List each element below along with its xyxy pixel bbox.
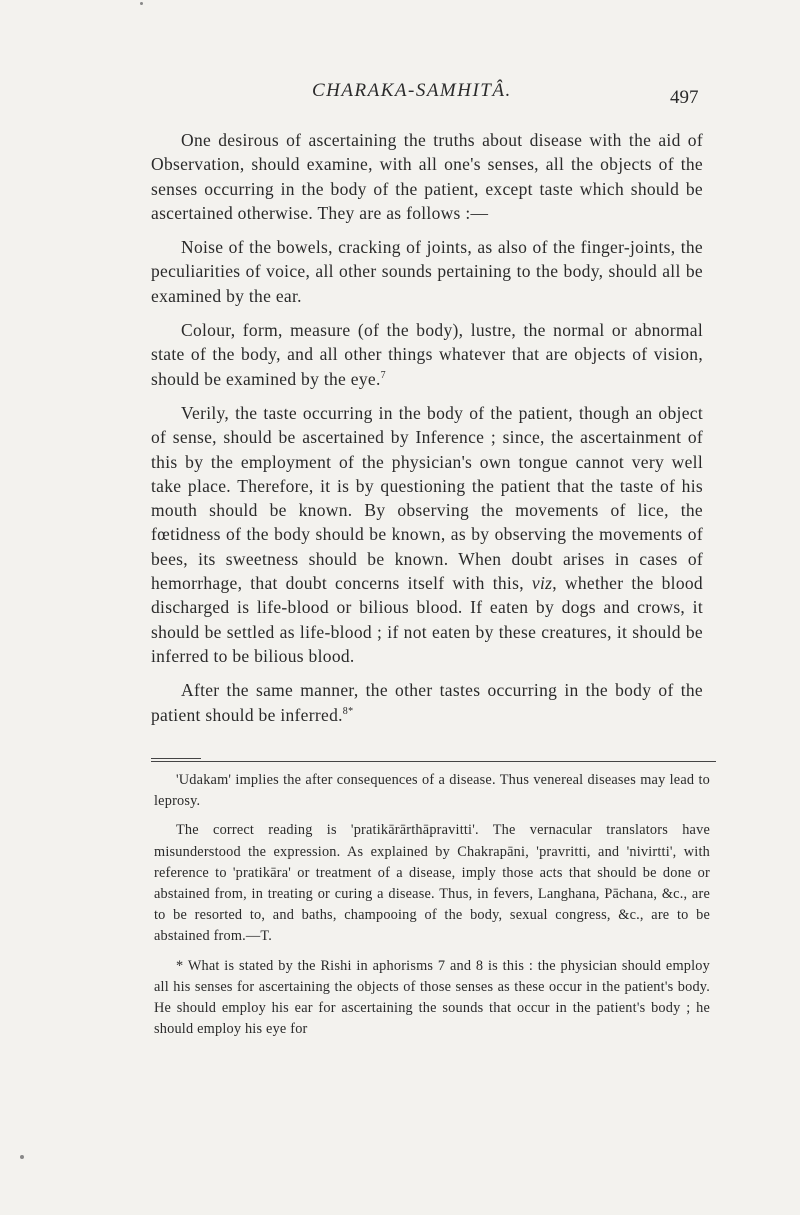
page-number: 497 [670,87,699,108]
paragraph-taste-text-a: Verily, the taste occurring in the body of the patient, though an object of sense, should be ascertained by Inference ; since, the ascertainment of this by the employment of the physician's own tongue cannot very well take place. Therefore, it is by questioning the patient that the taste of his mouth should be known. By observing the movements of lice, the fœtidness of the body should be known, as by observing the movements of bees, its sweetness should be known. When doubt arises in cases of hemorrhage, that doubt concerns itself with this, [151,402,703,594]
running-title: CHARAKA-SAMHITÂ. [312,80,512,101]
paragraph-taste [151,401,703,668]
paragraph-observation: One desirous of ascertaining the truths about disease with the aid of Observation, should examine, with all one's senses, all the objects of the senses occurring in the body of the patient, except taste which should be ascertained otherwise. They are as follows :— [151,130,703,223]
paragraph-eye [151,318,703,391]
main-text [151,128,703,737]
paragraph-inference [151,678,703,727]
viz-term: viz [531,573,553,594]
footnotes [154,770,710,1048]
paragraph-ear: Noise of the bowels, cracking of joints, as also of the finger-joints, the peculiarities of voice, all other sounds pertaining to the body, should all be examined by the ear. [151,237,703,306]
footnote-ref-7: 7 [380,369,386,381]
paragraph-eye-text: Colour, form, measure (of the body), lustre, the normal or abnormal state of the body, and all other things whatever that are objects of vision, should be examined by the eye. [151,320,703,389]
footnote-ref-8: 8* [342,705,354,717]
paragraph-taste-text-b: , whether the blood discharged is life-blood or bilious blood. If eaten by dogs and crows, it should be settled as life-blood ; if not eaten by these creatures, it should be inferred to be bilious blood. [151,573,703,666]
paper-speck [140,2,143,5]
footnote-udakam: 'Udakam' implies the after consequences of a disease. Thus venereal diseases may lead to leprosy. [154,772,710,810]
footnote-aphorisms: * What is stated by the Rishi in aphorisms 7 and 8 is this : the physician should employ all his senses for ascertaining the objects of those senses as these occur in the patient's body. He should employ his ear for ascertaining the sounds that occur in the patient's body ; he should employ his eye for [154,957,710,1038]
paper-speck [20,1155,24,1159]
footnote-rule-short [151,758,201,759]
footnote-rule [151,761,716,762]
footnote-reading: The correct reading is 'pratikārārthāpravitti'. The vernacular translators have misunderstood the expression. As explained by Chakrapāni, 'pravritti, and 'nivirtti', with reference to 'pratikāra' or treatment of a disease, imply those acts that should be done or abstained from, in treating or curing a disease. Thus, in fevers, Langhana, Pāchana, &c., are to be resorted to, and baths, champooing of the body, sexual congress, &c., are to be abstained from.—T. [154,822,710,945]
paragraph-inference-text: After the same manner, the other tastes occurring in the body of the patient should be inferred. [151,680,703,725]
page-header [0,80,800,110]
